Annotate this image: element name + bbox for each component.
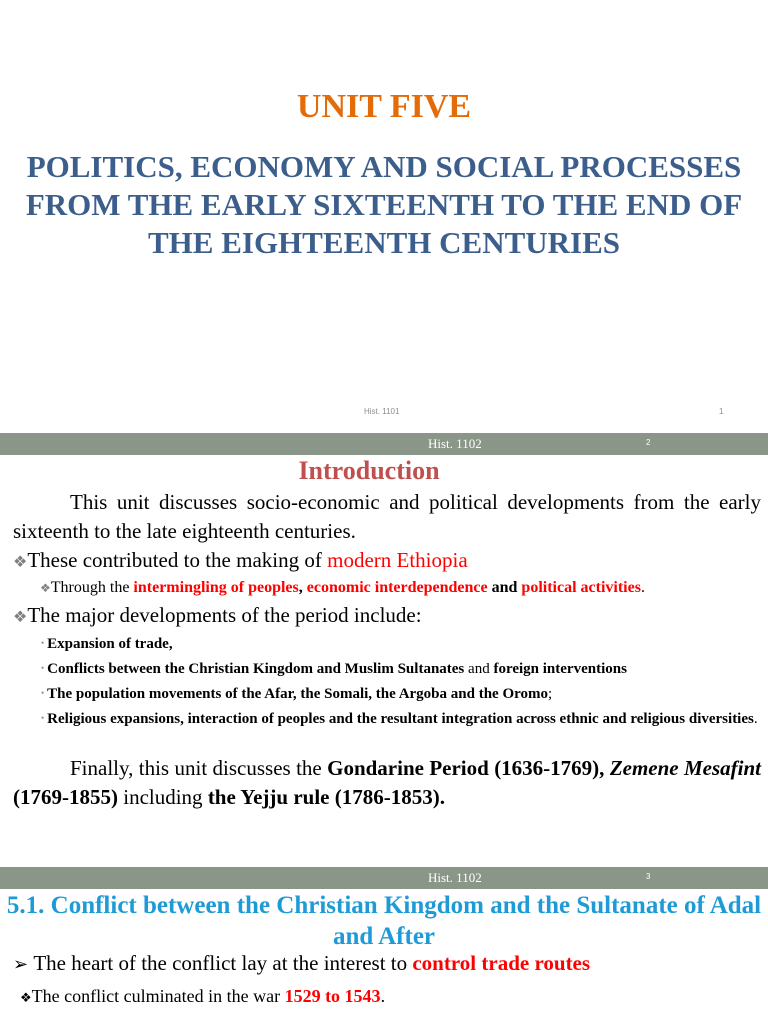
sub-bullet-intermingling xyxy=(40,579,645,597)
sub-end: . xyxy=(380,986,386,1006)
diamond-bullet-icon: ❖ xyxy=(20,990,32,1005)
sub-text: The conflict culminated in the war xyxy=(31,986,285,1006)
bullet-modern-ethiopia xyxy=(13,548,468,573)
main-title: POLITICS, ECONOMY AND SOCIAL PROCESSES FROM THE EARLY SIXTEENTH TO THE END OF THE EIGHTEENTH CENTURIES xyxy=(25,149,743,260)
dot-bullet-icon: • xyxy=(41,713,45,723)
item-text: Conflicts between the Christian Kingdom and Muslim Sultanates xyxy=(47,661,465,677)
sub-text-prefix: Through the xyxy=(50,579,134,596)
control-trade-routes-highlight: control trade routes xyxy=(412,951,591,975)
interdependence-highlight: economic interdependence xyxy=(306,579,488,596)
item-and: and xyxy=(464,661,494,677)
item-text: Expansion of trade, xyxy=(47,636,173,652)
section-title: 5.1. Conflict between the Christian Kingdom and the Sultanate of Adal and After xyxy=(6,892,762,950)
intermingling-highlight: intermingling of peoples xyxy=(133,579,299,596)
bullet-text: These contributed to the making of xyxy=(27,548,328,572)
modern-ethiopia-highlight: modern Ethiopia xyxy=(327,548,468,572)
zemene-mesafint: Zemene Mesafint xyxy=(604,756,762,780)
sub-end: . xyxy=(640,579,645,596)
list-item xyxy=(41,707,761,730)
war-dates-highlight: 1529 to 1543 xyxy=(284,986,381,1006)
diamond-bullet-icon: ❖ xyxy=(13,554,28,571)
diamond-bullet-icon: ❖ xyxy=(13,609,28,626)
list-item xyxy=(41,657,761,680)
slide1-page-number: 1 xyxy=(719,407,724,416)
slide3-header-bar xyxy=(0,867,768,889)
bullet-major-developments xyxy=(13,603,422,628)
yejju-rule: the Yejju rule (1786-1853). xyxy=(207,785,445,809)
item-end: . xyxy=(753,711,758,727)
gondarine-period: Gondarine Period (1636-1769), xyxy=(327,756,605,780)
item-text: Religious expansions, interaction of peoples and the resultant integration across ethnic and religious diversities xyxy=(47,711,754,727)
slide2-header-course: Hist. 1102 xyxy=(428,436,482,451)
slide2-header-bar xyxy=(0,433,768,455)
slide3-header-number: 3 xyxy=(646,872,651,881)
item-text: The population movements of the Afar, the Somali, the Argoba and the Oromo xyxy=(47,686,549,702)
introduction-title: Introduction xyxy=(298,456,440,485)
slide2-header-number: 2 xyxy=(646,438,651,447)
sub-bullet-war xyxy=(20,986,385,1007)
final-including: including xyxy=(117,785,208,809)
item-end: ; xyxy=(548,686,553,702)
unit-title: UNIT FIVE xyxy=(296,88,472,125)
final-prefix: Finally, this unit discusses the xyxy=(70,756,328,780)
item-tail: foreign interventions xyxy=(493,661,627,677)
zemene-dates: (1769-1855) xyxy=(13,785,118,809)
slide3-header-course: Hist. 1102 xyxy=(428,870,482,885)
intro-paragraph: This unit discusses socio-economic and political developments from the early sixteenth to the late eighteenth centuries. xyxy=(13,490,761,543)
arrow-bullet-icon: ➢ xyxy=(13,954,29,974)
diamond-bullet-icon: ❖ xyxy=(40,581,51,595)
bullet-trade-routes xyxy=(13,951,590,976)
bullet-text: The major developments of the period include: xyxy=(27,603,422,627)
list-item xyxy=(41,632,761,655)
sub-and: and xyxy=(487,579,522,596)
list-item xyxy=(41,682,761,705)
dot-bullet-icon: • xyxy=(41,688,45,698)
dot-bullet-icon: • xyxy=(41,638,45,648)
slide1-footer-course: Hist. 1101 xyxy=(364,407,400,416)
dot-bullet-icon: • xyxy=(41,663,45,673)
bullet-text: The heart of the conflict lay at the interest to xyxy=(33,951,413,975)
sub-comma: , xyxy=(298,579,307,596)
political-activities-highlight: political activities xyxy=(521,579,641,596)
final-paragraph xyxy=(13,754,761,812)
